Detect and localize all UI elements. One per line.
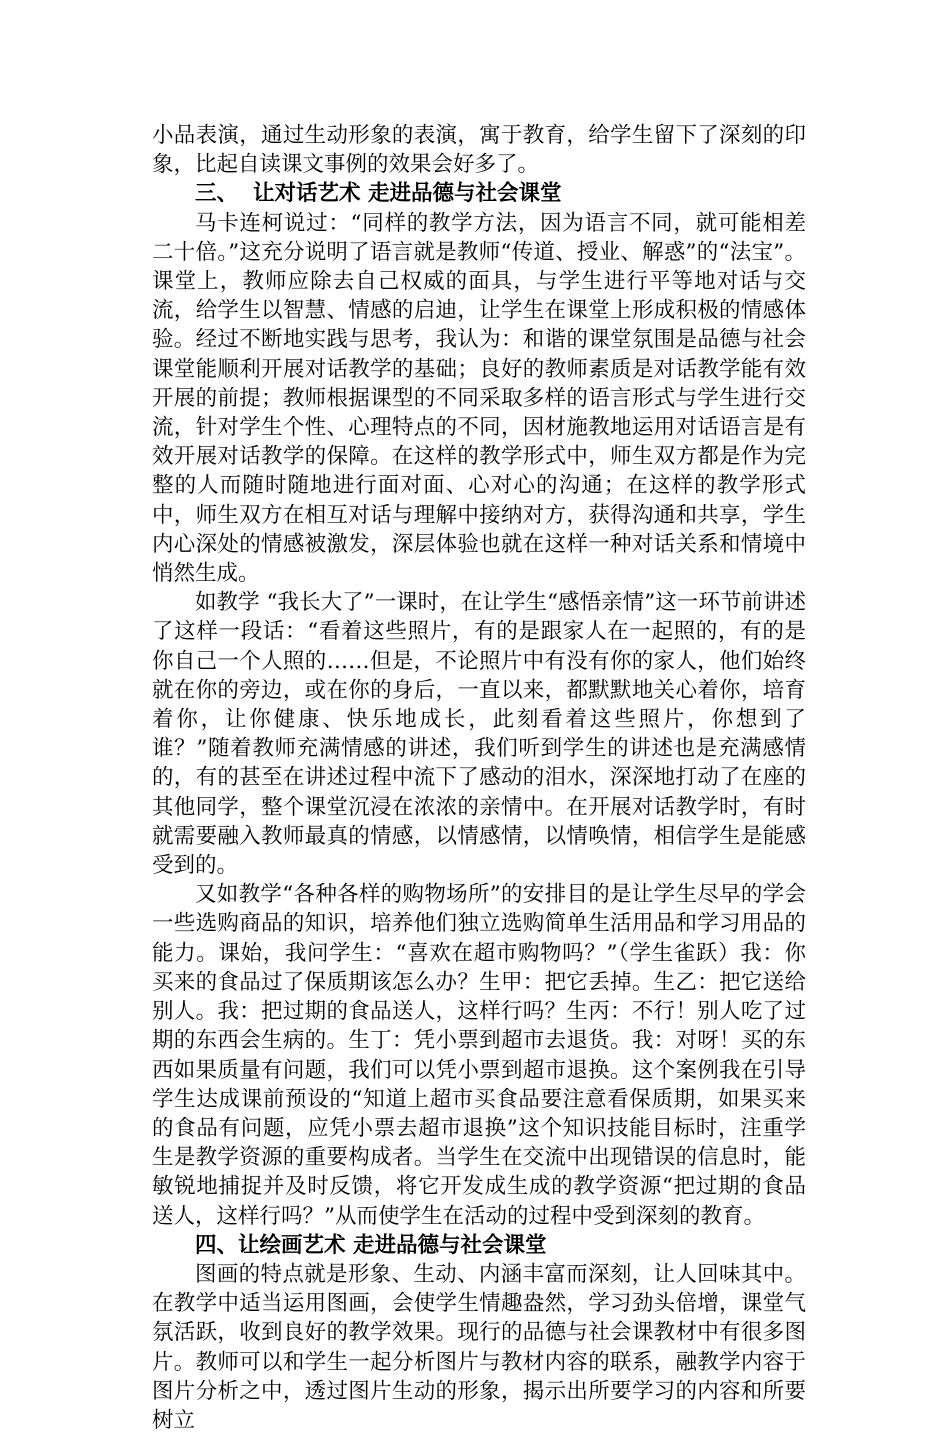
paragraph-example-growing-up: 如教学 “我长大了”一课时，在让学生“感悟亲情”这一环节前讲述了这样一段话：“看着这些照片，有的是跟家人在一起照的，有的是你自己一个人照的……但是，不论照片中有没有你的家人，他们始终就在你的旁边，或在你的身后，一直以来，都默默地关心着你，培育着你，让你健康、快乐地成长，此刻看着这些照片，你想到了谁？”随着教师充满情感的讲述，我们听到学生的讲述也是充满感情的，有的甚至在讲述过程中流下了感动的泪水，深深地打动了在座的其他同学，整个课堂沉浸在浓浓的亲情中。在开展对话教学时，有时就需要融入教师最真的情感，以情感情，以情唤情，相信学生是能感受到的。: [152, 590, 806, 879]
section-heading-4: 四、让绘画艺术 走进品德与社会课堂: [195, 1232, 547, 1258]
section-heading-3: 三、 让对话艺术 走进品德与社会课堂: [195, 181, 562, 207]
paragraph-example-shopping: 又如教学“各种各样的购物场所”的安排目的是让学生尽早的学会一些选购商品的知识，培养他们独立选购简单生活用品和学习用品的能力。课始，我问学生：“喜欢在超市购物吗？”（学生雀跃）我：你买来的食品过了保质期该怎么办？生甲：把它丢掉。生乙：把它送给别人。我：把过期的食品送人，这样行吗？生丙：不行！别人吃了过期的东西会生病的。生丁：凭小票到超市去退货。我：对呀！买的东西如果质量有问题，我们可以凭小票到超市退换。这个案例我在引导学生达成课前预设的“知道上超市买食品要注意看保质期，如果买来的食品有问题，应凭小票去超市退换”这个知识技能目标时，注重学生是教学资源的重要构成者。当学生在交流中出现错误的信息时，能敏锐地捕捉并及时反馈，将它开发成生成的教学资源“把过期的食品送人，这样行吗？”从而使学生在活动的过程中受到深刻的教育。: [152, 882, 806, 1229]
paragraph-drawing-art: 图画的特点就是形象、生动、内涵丰富而深刻，让人回味其中。在教学中适当运用图画，会使学生情趣盎然，学习劲头倍增，课堂气氛活跃，收到良好的教学效果。现行的品德与社会课教材中有很多图片。教师可以和学生一起分析图片与教材内容的联系，融教学内容于图片分析之中，透过图片生动的形象，揭示出所要学习的内容和所要树立: [152, 1261, 806, 1433]
document-body: [152, 121, 806, 1435]
paragraph-continuation: 小品表演，通过生动形象的表演，寓于教育，给学生留下了深刻的印象，比起自读课文事例的效果会好多了。: [152, 123, 806, 178]
paragraph-dialogue-art: 马卡连柯说过：“同样的教学方法，因为语言不同，就可能相差二十倍。”这充分说明了语言就是教师“传道、授业、解惑”的“法宝”。课堂上，教师应除去自己权威的面具，与学生进行平等地对话与交流，给学生以智慧、情感的启迪，让学生在课堂上形成积极的情感体验。经过不断地实践与思考，我认为：和谐的课堂氛围是品德与社会课堂能顺利开展对话教学的基础；良好的教师素质是对话教学能有效开展的前提；教师根据课型的不同采取多样的语言形式与学生进行交流，针对学生个性、心理特点的不同，因材施教地运用对话语言是有效开展对话教学的保障。在这样的教学形式中，师生双方都是作为完整的人而随时随地进行面对面、心对心的沟通；在这样的教学形式中，师生双方在相互对话与理解中接纳对方，获得沟通和共享，学生内心深处的情感被激发，深层体验也就在这样一种对话关系和情境中悄然生成。: [152, 210, 806, 587]
